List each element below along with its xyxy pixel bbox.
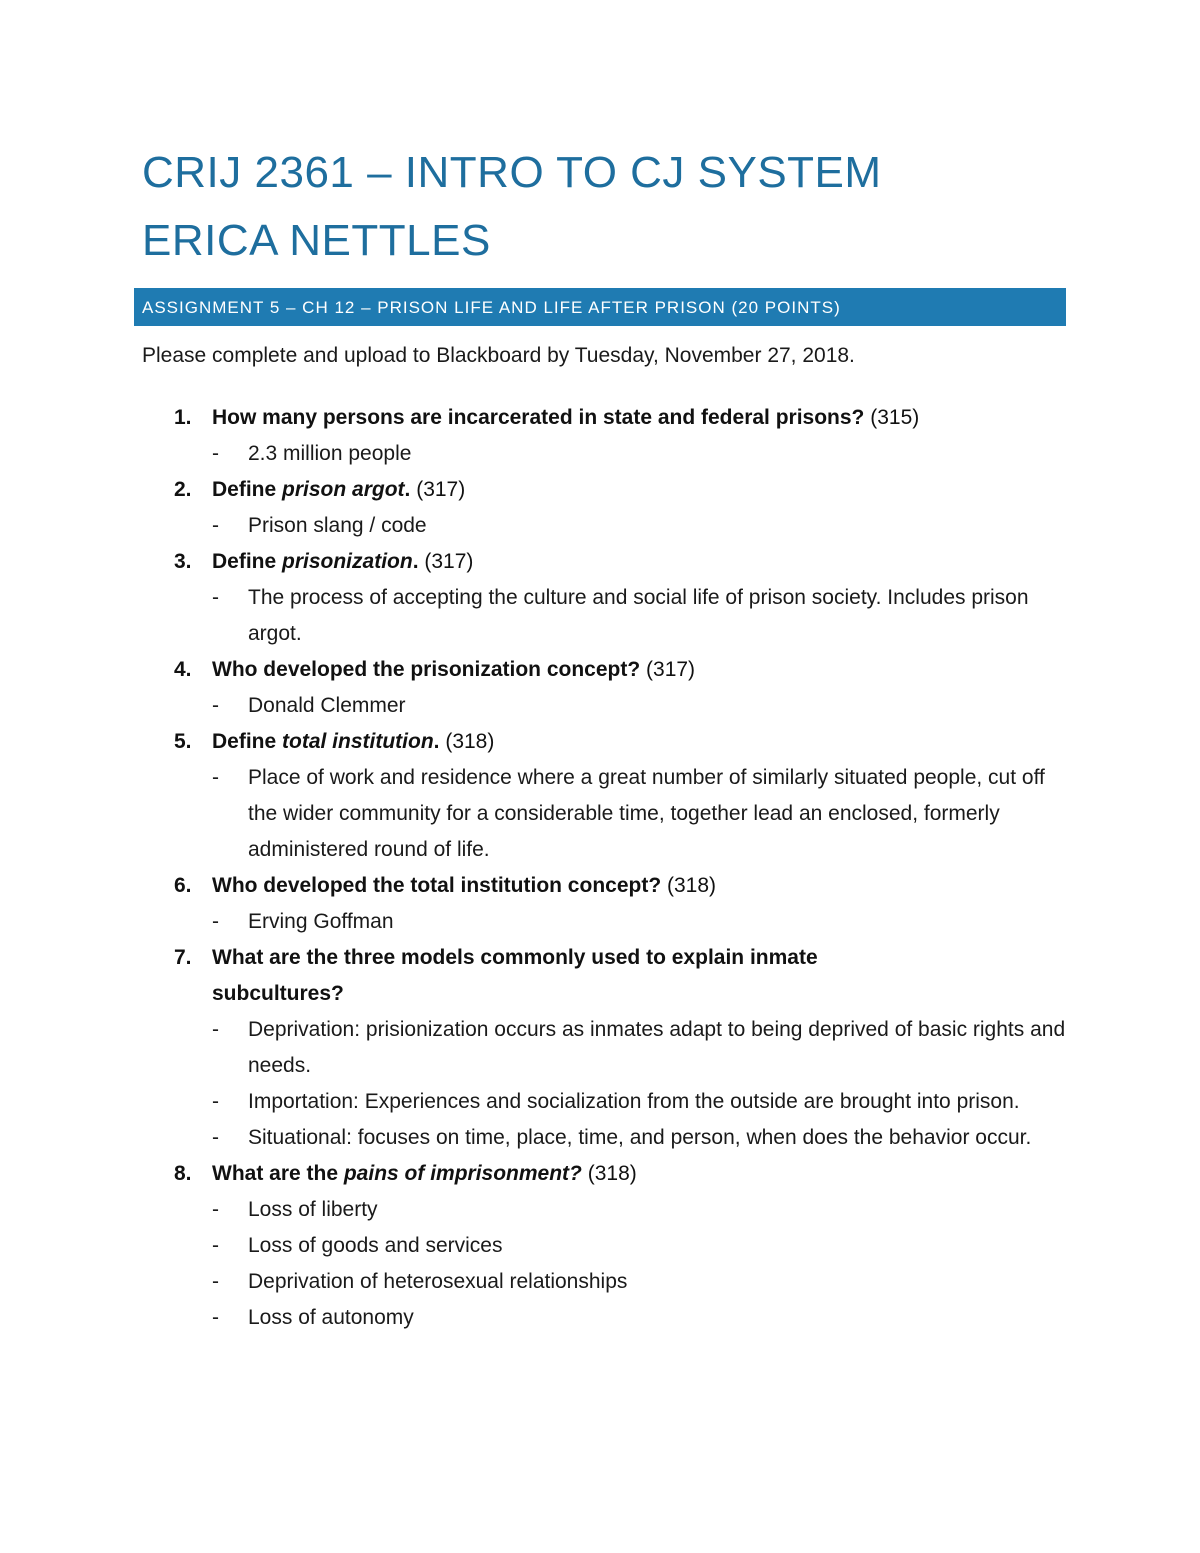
question-item	[0, 652, 1200, 724]
question-number: 5.	[174, 730, 192, 753]
answer-text: Erving Goffman	[248, 910, 394, 933]
question-number: 2.	[174, 478, 192, 501]
answer-item	[0, 436, 1200, 472]
bullet-dash: -	[212, 766, 219, 789]
question-text	[212, 472, 1052, 508]
question-number: 1.	[174, 406, 192, 429]
answer-item	[0, 760, 1200, 868]
bullet-dash: -	[212, 442, 219, 465]
bullet-dash: -	[212, 1198, 219, 1221]
question-item	[0, 724, 1200, 868]
question-row	[0, 1156, 1200, 1192]
assignment-banner: ASSIGNMENT 5 – CH 12 – PRISON LIFE AND LIFE AFTER PRISON (20 POINTS)	[134, 288, 1066, 326]
question-row	[0, 940, 1200, 1012]
answer-text: Importation: Experiences and socialization from the outside are brought into prison.	[248, 1090, 1020, 1113]
question-prefix: How many persons are incarcerated in state and federal prisons?	[212, 406, 871, 429]
answer-text: Situational: focuses on time, place, time, and person, when does the behavior occur.	[248, 1126, 1032, 1149]
page-reference: (318)	[587, 1162, 637, 1185]
answer-item	[0, 580, 1200, 652]
answer-item	[0, 688, 1200, 724]
question-text	[212, 940, 952, 1012]
page-reference: (315)	[870, 406, 920, 429]
bullet-dash: -	[212, 1018, 219, 1041]
page-reference: (318)	[445, 730, 495, 753]
question-prefix: Who developed the prisonization concept?	[212, 658, 647, 681]
answer-text: Loss of liberty	[248, 1198, 378, 1221]
answer-text: Prison slang / code	[248, 514, 427, 537]
page-reference: (317)	[424, 550, 474, 573]
answer-text: Loss of autonomy	[248, 1306, 414, 1329]
question-suffix: .	[412, 550, 425, 573]
bullet-dash: -	[212, 1090, 219, 1113]
answer-item	[0, 1084, 1200, 1120]
question-row	[0, 472, 1200, 508]
question-number: 6.	[174, 874, 192, 897]
answer-item	[0, 1192, 1200, 1228]
answer-item	[0, 904, 1200, 940]
answer-text: Donald Clemmer	[248, 694, 406, 717]
answer-item	[0, 508, 1200, 544]
question-prefix: What are the	[212, 1162, 344, 1185]
answer-item	[0, 1120, 1200, 1156]
question-number: 8.	[174, 1162, 192, 1185]
question-suffix: .	[404, 478, 417, 501]
question-text	[212, 544, 1052, 580]
question-prefix: Define	[212, 478, 283, 501]
question-term: total institution	[282, 730, 434, 753]
question-number: 7.	[174, 946, 192, 969]
question-term: prison argot	[282, 478, 405, 501]
question-number: 4.	[174, 658, 192, 681]
question-item	[0, 400, 1200, 472]
bullet-dash: -	[212, 1306, 219, 1329]
question-text	[212, 400, 1052, 436]
question-text	[212, 1156, 1052, 1192]
question-term: prisonization	[282, 550, 413, 573]
question-prefix: Who developed the total institution concept?	[212, 874, 667, 897]
question-row	[0, 544, 1200, 580]
question-row	[0, 724, 1200, 760]
answer-item	[0, 1228, 1200, 1264]
question-row	[0, 400, 1200, 436]
course-title: CRIJ 2361 – INTRO TO CJ SYSTEM	[142, 148, 882, 197]
bullet-dash: -	[212, 1126, 219, 1149]
question-item	[0, 940, 1200, 1156]
page-reference: (317)	[416, 478, 466, 501]
answer-text: Loss of goods and services	[248, 1234, 503, 1257]
instructions-text: Please complete and upload to Blackboard by Tuesday, November 27, 2018.	[142, 344, 855, 367]
answer-text: Place of work and residence where a great number of similarly situated people, cut off the wider community for a considerable time, together lead an enclosed, formerly administered round of life.	[248, 766, 1045, 861]
question-prefix: Define	[212, 550, 283, 573]
question-row	[0, 868, 1200, 904]
question-text	[212, 652, 1052, 688]
question-row	[0, 652, 1200, 688]
student-name: ERICA NETTLES	[142, 216, 491, 265]
question-suffix: .	[433, 730, 446, 753]
question-item	[0, 472, 1200, 544]
page-reference: (317)	[646, 658, 696, 681]
answer-text: Deprivation of heterosexual relationships	[248, 1270, 628, 1293]
question-number: 3.	[174, 550, 192, 573]
question-item	[0, 1156, 1200, 1336]
question-item	[0, 544, 1200, 652]
bullet-dash: -	[212, 1234, 219, 1257]
bullet-dash: -	[212, 1270, 219, 1293]
bullet-dash: -	[212, 586, 219, 609]
question-item	[0, 868, 1200, 940]
question-text	[212, 724, 1052, 760]
answer-text: Deprivation: prisionization occurs as inmates adapt to being deprived of basic rights and needs.	[248, 1018, 1066, 1077]
bullet-dash: -	[212, 910, 219, 933]
answer-text: 2.3 million people	[248, 442, 412, 465]
bullet-dash: -	[212, 694, 219, 717]
page-reference: (318)	[667, 874, 717, 897]
answer-text: The process of accepting the culture and social life of prison society. Includes prison argot.	[248, 586, 1029, 645]
bullet-dash: -	[212, 514, 219, 537]
question-term: pains of imprisonment?	[343, 1162, 582, 1185]
question-prefix: Define	[212, 730, 283, 753]
answer-item	[0, 1300, 1200, 1336]
question-list	[0, 400, 1200, 1336]
answer-item	[0, 1012, 1200, 1084]
question-prefix: What are the three models commonly used to explain inmate subcultures?	[212, 946, 818, 1005]
answer-item	[0, 1264, 1200, 1300]
question-text	[212, 868, 1052, 904]
